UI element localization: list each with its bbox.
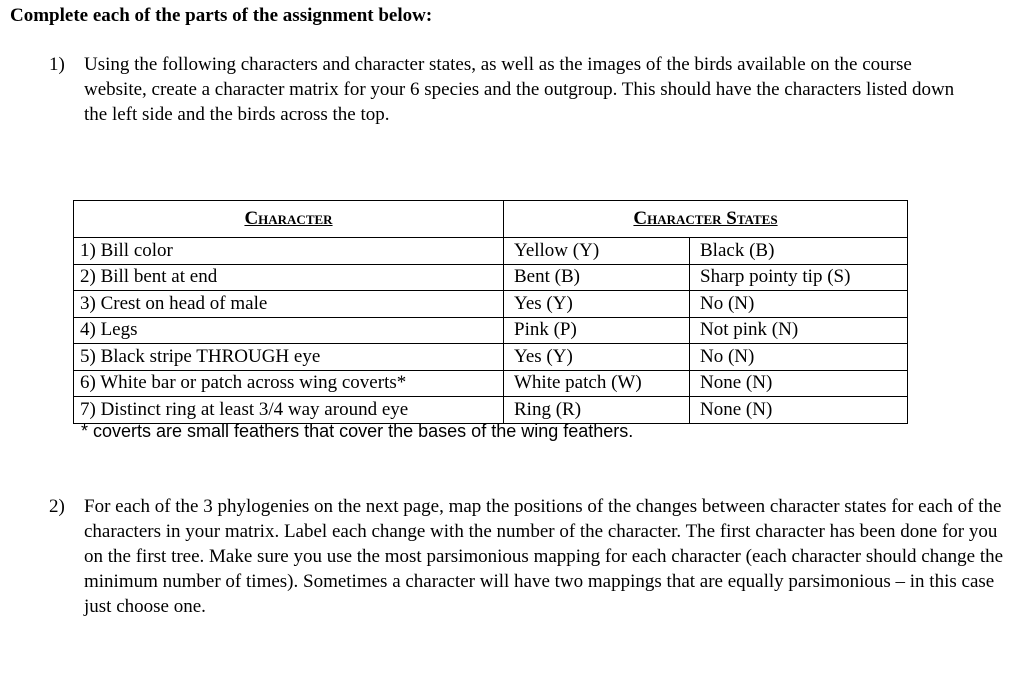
state2-cell: Black (B) [690,238,908,265]
character-cell: 1) Bill color [74,238,504,265]
state2-cell: None (N) [690,370,908,397]
assignment-heading: Complete each of the parts of the assignment below: [10,5,433,26]
character-table [73,200,908,424]
state2-cell: No (N) [690,344,908,371]
state1-cell: Yellow (Y) [504,238,690,265]
state2-cell: None (N) [690,397,908,424]
character-cell: 4) Legs [74,317,504,344]
header-states-label: Character States [633,208,778,229]
header-character-states [504,201,908,238]
state1-cell: White patch (W) [504,370,690,397]
table-row [74,344,908,371]
table-row [74,370,908,397]
table-row [74,317,908,344]
table-row [74,291,908,318]
state1-cell: Yes (Y) [504,291,690,318]
character-cell: 5) Black stripe THROUGH eye [74,344,504,371]
state1-cell: Bent (B) [504,264,690,291]
state1-cell: Pink (P) [504,317,690,344]
part-2-number: 2) [49,496,65,517]
character-cell: 6) White bar or patch across wing coverts* [74,370,504,397]
character-cell: 2) Bill bent at end [74,264,504,291]
part-1-text: Using the following characters and character states, as well as the images of the birds available on the course website, create a character matrix for your 6 species and the outgroup. This should have the characters listed down the left side and the birds across the top. [84,54,955,125]
part-1-number: 1) [49,54,65,75]
header-character [74,201,504,238]
character-cell: 7) Distinct ring at least 3/4 way around eye [74,397,504,424]
part-2-text: For each of the 3 phylogenies on the next page, map the positions of the changes between character states for each of the characters in your matrix. Label each change with the number of the character. The first character has been done for you on the first tree. Make sure you use the most parsimonious mapping for each character (each character should change the minimum number of times). Sometimes a character will have two mappings that are equally parsimonious – in this case just choose one. [84,496,1004,617]
table-header-row [74,201,908,238]
state2-cell: No (N) [690,291,908,318]
table-row [74,238,908,265]
state2-cell: Sharp pointy tip (S) [690,264,908,291]
state2-cell: Not pink (N) [690,317,908,344]
header-character-label: Character [244,208,333,229]
state1-cell: Ring (R) [504,397,690,424]
character-cell: 3) Crest on head of male [74,291,504,318]
table-row [74,264,908,291]
state1-cell: Yes (Y) [504,344,690,371]
footnote: * coverts are small feathers that cover the bases of the wing feathers. [81,421,634,441]
